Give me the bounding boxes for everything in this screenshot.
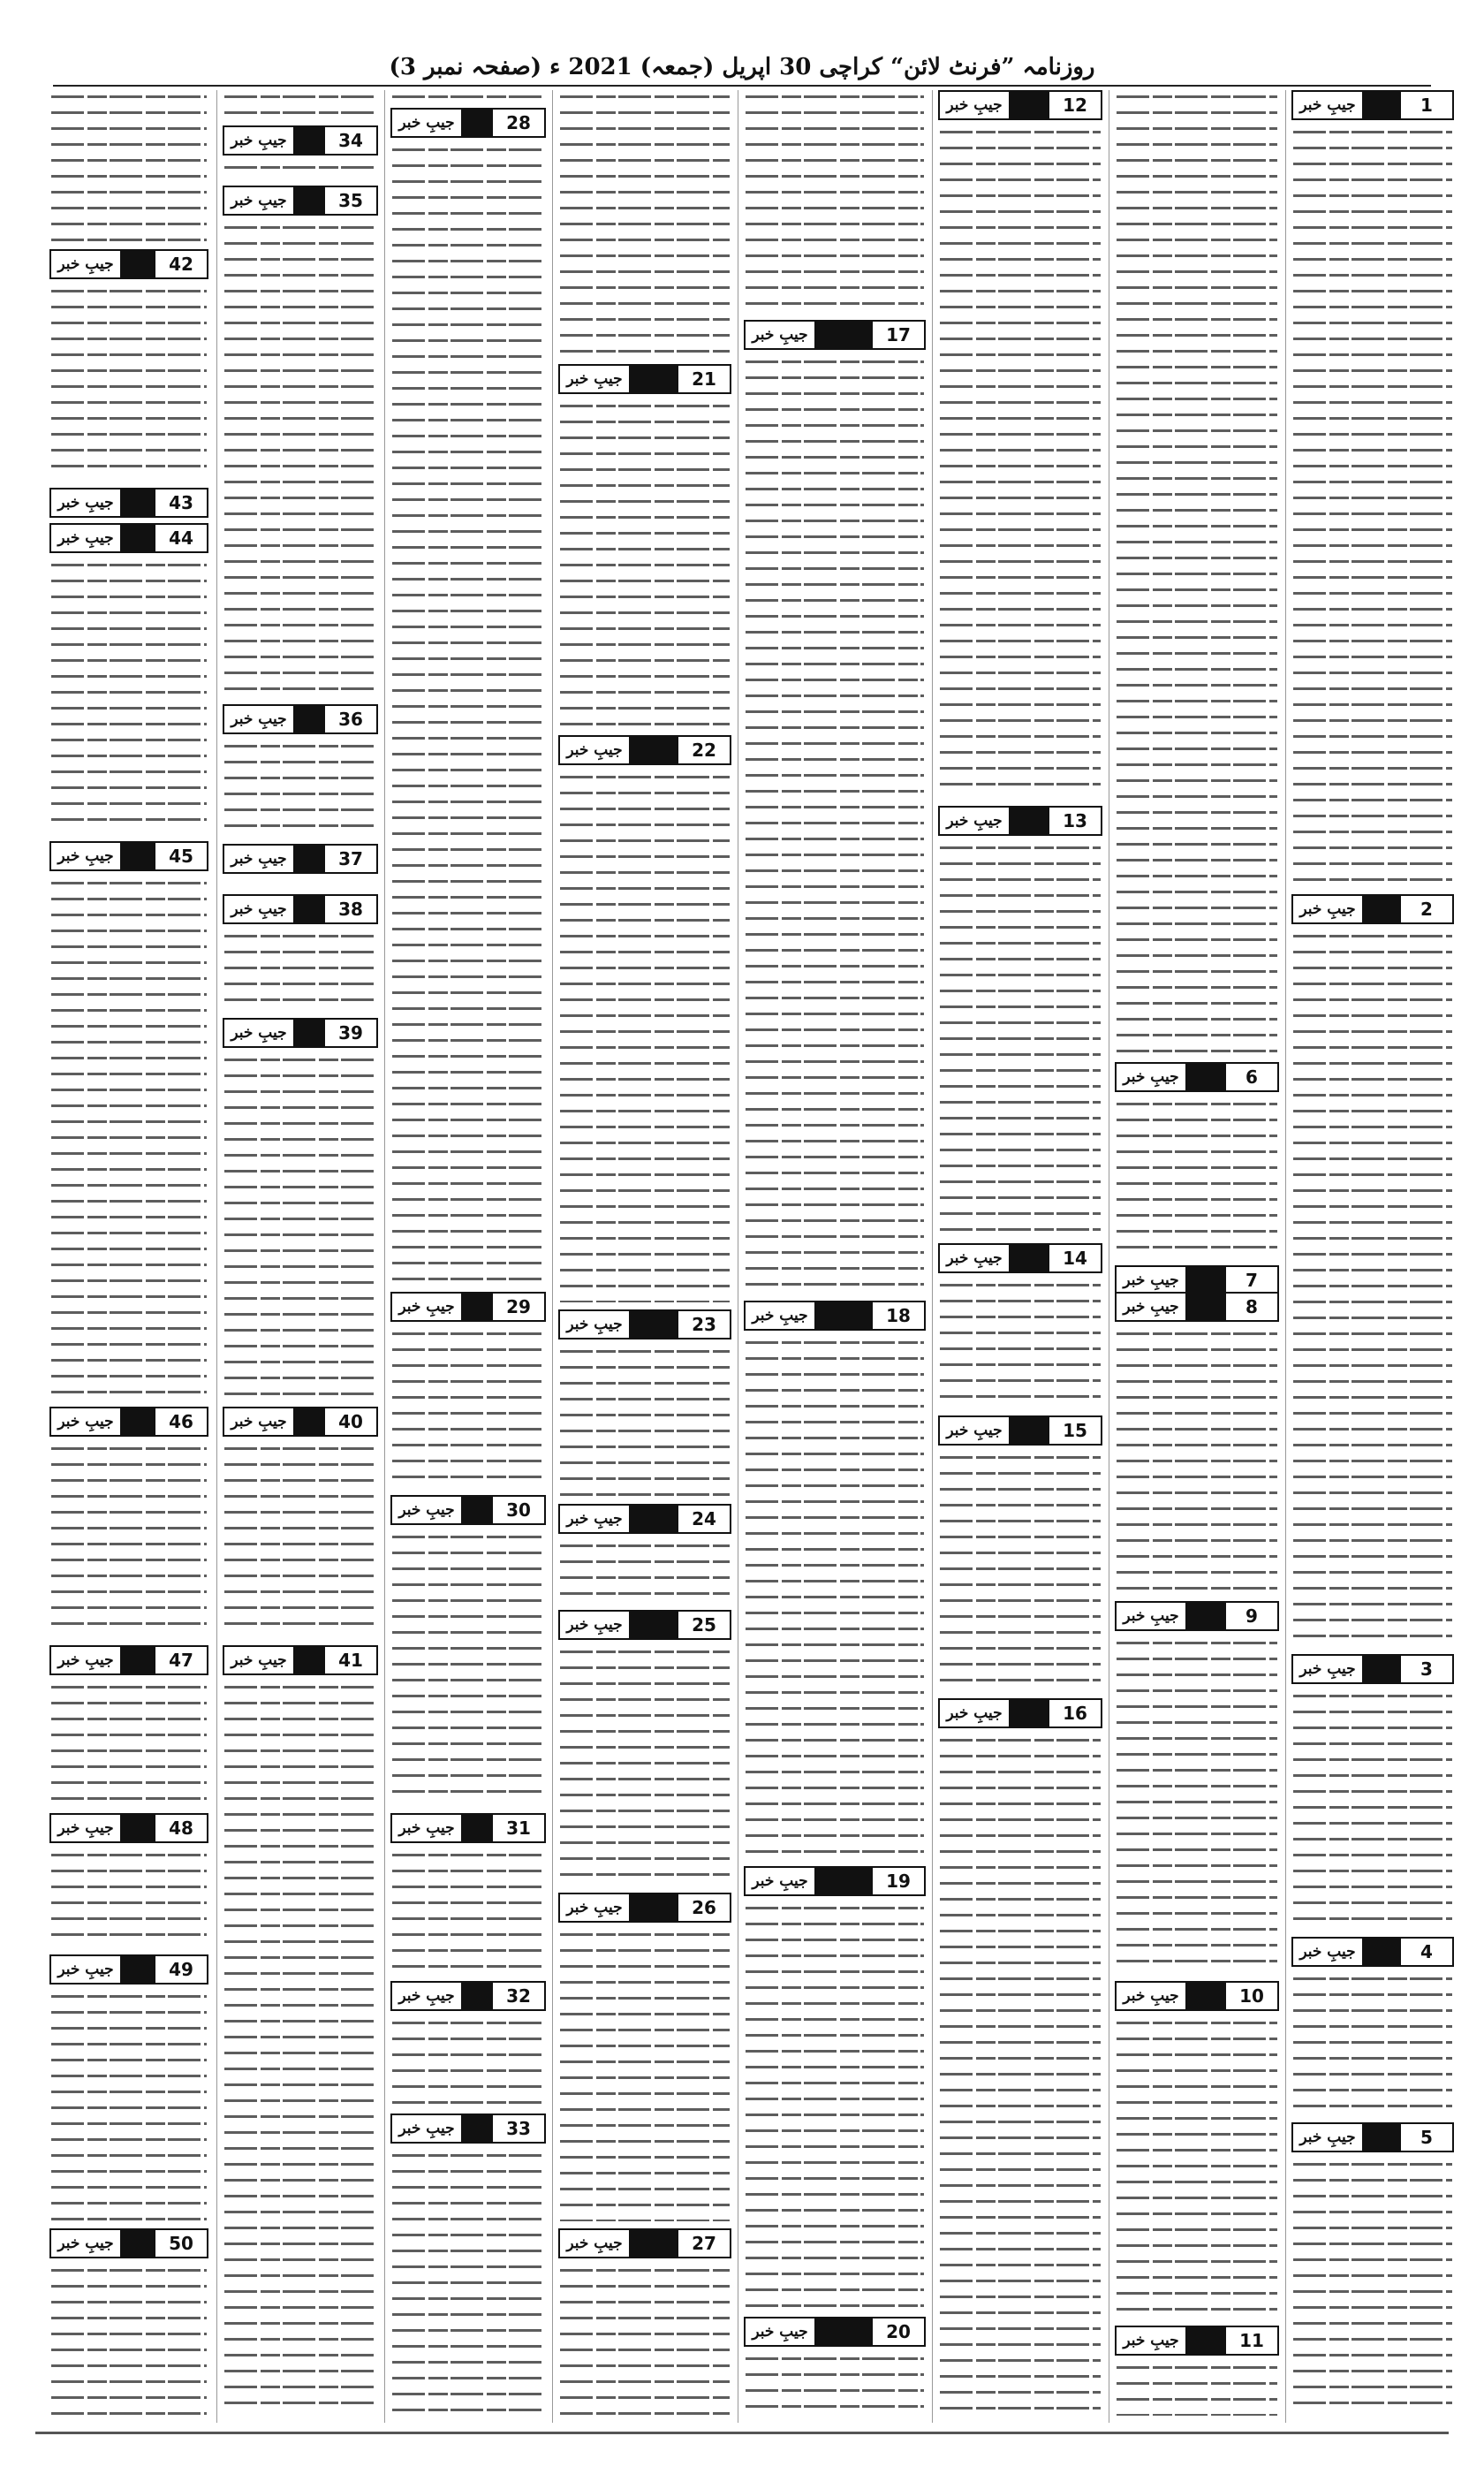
news-item-number: 33	[491, 2115, 544, 2142]
news-item-number: 48	[154, 1815, 207, 1841]
header-black-bar	[295, 1408, 323, 1435]
article-text	[51, 1990, 207, 2221]
news-item-label: جیبِ خبر	[746, 1302, 816, 1329]
news-column	[49, 90, 208, 2423]
news-item-header	[49, 841, 208, 871]
news-item-label: جیبِ خبر	[51, 525, 122, 551]
news-item-label: جیبِ خبر	[746, 322, 816, 348]
news-item-label: جیبِ خبر	[392, 1983, 463, 2009]
article-text	[51, 558, 207, 834]
header-black-bar	[463, 1497, 491, 1523]
news-item-number: 16	[1048, 1700, 1101, 1726]
article-text	[1117, 2361, 1277, 2416]
masthead: روزنامہ ”فرنٹ لائن“ کراچی 30 اپریل (جمعہ) 2021 ء (صفحہ نمبر 3)	[389, 54, 1095, 80]
header-black-bar	[1364, 1656, 1399, 1682]
article-text	[1117, 1327, 1277, 1594]
news-item-number: 43	[154, 489, 207, 516]
article-text	[746, 1336, 924, 1859]
news-item-label: جیبِ خبر	[392, 1294, 463, 1320]
article-text	[51, 1848, 207, 1947]
news-item-header	[390, 1981, 546, 2011]
news-item-header	[938, 1243, 1102, 1273]
news-item-number: 17	[871, 322, 924, 348]
article-text	[392, 90, 544, 102]
news-item-label: جیبِ خبر	[224, 846, 295, 872]
news-item-label: جیبِ خبر	[224, 1020, 295, 1046]
news-item-label: جیبِ خبر	[392, 2115, 463, 2142]
news-item-number: 28	[491, 110, 544, 136]
news-item-label: جیبِ خبر	[1293, 2124, 1364, 2151]
news-item-number: 34	[323, 127, 376, 154]
header-black-bar	[816, 1302, 871, 1329]
header-black-bar	[295, 706, 323, 732]
news-item-number: 45	[154, 843, 207, 869]
news-item-number: 2	[1399, 896, 1452, 922]
header-black-bar	[463, 1983, 491, 2009]
header-black-bar	[1011, 92, 1048, 118]
news-item-header	[1291, 1654, 1454, 1684]
news-item-label: جیبِ خبر	[224, 127, 295, 154]
news-item-header	[223, 125, 378, 156]
header-black-bar	[122, 843, 154, 869]
news-item-label: جیبِ خبر	[560, 1506, 631, 1532]
header-black-bar	[631, 1311, 677, 1338]
news-item-header	[49, 488, 208, 518]
header-black-bar	[122, 1647, 154, 1673]
news-item-header	[1291, 1937, 1454, 1967]
news-item-number: 30	[491, 1497, 544, 1523]
news-item-header	[223, 704, 378, 734]
news-item-header	[390, 2114, 546, 2144]
news-item-header	[49, 2228, 208, 2258]
news-item-label: جیبِ خبر	[560, 366, 631, 392]
article-text	[746, 90, 924, 315]
article-text	[224, 1681, 376, 2416]
news-item-label: جیبِ خبر	[746, 1868, 816, 1894]
news-item-label: جیبِ خبر	[940, 1245, 1011, 1271]
news-item-header	[938, 90, 1102, 120]
news-item-number: 40	[323, 1408, 376, 1435]
news-item-header	[390, 1495, 546, 1525]
news-item-number: 20	[871, 2318, 924, 2345]
news-item-number: 26	[677, 1894, 730, 1921]
news-item-label: جیبِ خبر	[51, 1956, 122, 1983]
header-black-bar	[631, 737, 677, 763]
header-black-bar	[816, 322, 871, 348]
article-text	[392, 1848, 544, 1974]
news-item-number: 5	[1399, 2124, 1452, 2151]
news-item-header	[1115, 1981, 1279, 2011]
header-black-bar	[631, 366, 677, 392]
article-text	[1293, 1972, 1452, 2115]
article-text	[940, 125, 1101, 799]
article-text	[940, 1451, 1101, 1691]
news-item-number: 31	[491, 1815, 544, 1841]
news-item-number: 37	[323, 846, 376, 872]
article-text	[51, 877, 207, 1400]
article-text	[224, 221, 376, 697]
news-item-number: 25	[677, 1612, 730, 1638]
article-text	[1293, 2158, 1452, 2416]
news-item-header	[1115, 1601, 1279, 1631]
header-black-bar	[122, 1408, 154, 1435]
news-item-header	[938, 806, 1102, 836]
article-text	[224, 1442, 376, 1638]
header-black-bar	[631, 1612, 677, 1638]
header-black-bar	[295, 1020, 323, 1046]
news-item-number: 3	[1399, 1656, 1452, 1682]
news-item-header	[223, 186, 378, 216]
article-text	[940, 1734, 1101, 2416]
news-item-number: 15	[1048, 1417, 1101, 1444]
article-text	[224, 90, 376, 120]
article-text	[560, 1539, 730, 1603]
column-separator	[384, 90, 385, 2423]
news-item-label: جیبِ خبر	[560, 737, 631, 763]
news-item-label: جیبِ خبر	[940, 92, 1011, 118]
article-text	[746, 1901, 924, 2310]
news-item-number: 50	[154, 2230, 207, 2257]
news-item-header	[1291, 2122, 1454, 2152]
news-item-header	[223, 1407, 378, 1437]
news-item-label: جیبِ خبر	[1117, 2327, 1187, 2354]
header-black-bar	[295, 127, 323, 154]
news-item-header	[744, 2317, 926, 2347]
header-black-bar	[1187, 1603, 1224, 1629]
news-item-header	[49, 1954, 208, 1985]
header-black-bar	[122, 1956, 154, 1983]
news-item-label: جیبِ خبر	[224, 706, 295, 732]
news-item-label: جیبِ خبر	[392, 110, 463, 136]
news-item-number: 22	[677, 737, 730, 763]
header-black-bar	[295, 896, 323, 922]
news-column	[1291, 90, 1454, 2423]
news-item-number: 32	[491, 1983, 544, 2009]
news-item-label: جیبِ خبر	[746, 2318, 816, 2345]
bottom-rule	[35, 2432, 1449, 2434]
article-text	[1293, 1689, 1452, 1930]
news-item-number: 24	[677, 1506, 730, 1532]
news-item-label: جیبِ خبر	[51, 251, 122, 277]
news-item-header	[938, 1415, 1102, 1446]
header-black-bar	[122, 251, 154, 277]
article-text	[1117, 2016, 1277, 2318]
news-item-number: 1	[1399, 92, 1452, 118]
news-item-number: 18	[871, 1302, 924, 1329]
header-black-bar	[122, 489, 154, 516]
news-column	[390, 90, 546, 2423]
news-item-label: جیبِ خبر	[1293, 896, 1364, 922]
news-item-header	[49, 1407, 208, 1437]
news-item-number: 42	[154, 251, 207, 277]
news-item-number: 12	[1048, 92, 1101, 118]
news-item-label: جیبِ خبر	[51, 843, 122, 869]
header-black-bar	[295, 846, 323, 872]
news-item-label: جیبِ خبر	[51, 2230, 122, 2257]
news-item-header	[49, 249, 208, 279]
news-item-label: جیبِ خبر	[1117, 1267, 1187, 1294]
header-black-bar	[1187, 1294, 1224, 1320]
news-item-header	[49, 523, 208, 553]
news-item-header	[558, 1309, 731, 1339]
news-column	[744, 90, 926, 2423]
news-item-label: جیبِ خبر	[560, 1612, 631, 1638]
news-item-number: 27	[677, 2230, 730, 2257]
header-black-bar	[631, 1506, 677, 1532]
news-item-header	[558, 735, 731, 765]
article-text	[51, 1681, 207, 1806]
header-black-bar	[122, 525, 154, 551]
article-text	[51, 2264, 207, 2416]
article-text	[51, 285, 207, 481]
header-black-bar	[1187, 2327, 1224, 2354]
news-item-number: 38	[323, 896, 376, 922]
news-item-number: 46	[154, 1408, 207, 1435]
news-item-header	[1115, 1265, 1279, 1295]
news-item-number: 9	[1224, 1603, 1277, 1629]
news-column	[1115, 90, 1279, 2423]
news-item-header	[1115, 2326, 1279, 2356]
article-text	[560, 1345, 730, 1497]
news-item-header	[558, 1610, 731, 1640]
news-item-header	[223, 1018, 378, 1048]
header-black-bar	[631, 1894, 677, 1921]
article-text	[392, 1327, 544, 1488]
article-text	[224, 161, 376, 178]
article-text	[392, 2016, 544, 2106]
news-item-header	[1115, 1292, 1279, 1322]
news-item-header	[744, 1866, 926, 1896]
news-item-header	[1291, 90, 1454, 120]
article-text	[560, 2264, 730, 2416]
article-text	[224, 740, 376, 837]
news-item-number: 13	[1048, 808, 1101, 834]
news-item-label: جیبِ خبر	[1117, 1603, 1187, 1629]
news-item-header	[49, 1645, 208, 1675]
header-black-bar	[1187, 1983, 1224, 2009]
news-item-label: جیبِ خبر	[51, 1408, 122, 1435]
top-rule	[53, 85, 1431, 87]
news-item-header	[1291, 894, 1454, 924]
article-text	[1293, 930, 1452, 1647]
article-text	[746, 2352, 924, 2416]
news-item-label: جیبِ خبر	[51, 1647, 122, 1673]
header-black-bar	[295, 187, 323, 214]
news-item-header	[223, 844, 378, 874]
header-black-bar	[816, 2318, 871, 2345]
header-black-bar	[1364, 92, 1399, 118]
article-text	[560, 770, 730, 1302]
news-item-label: جیبِ خبر	[560, 1311, 631, 1338]
news-item-header	[49, 1813, 208, 1843]
news-item-number: 29	[491, 1294, 544, 1320]
article-text	[392, 143, 544, 1285]
news-item-label: جیبِ خبر	[1117, 1294, 1187, 1320]
column-separator	[552, 90, 553, 2423]
news-item-header	[744, 320, 926, 350]
column-separator	[216, 90, 217, 2423]
news-item-number: 10	[1224, 1983, 1277, 2009]
header-black-bar	[1011, 808, 1048, 834]
news-item-number: 23	[677, 1311, 730, 1338]
article-text	[940, 1279, 1101, 1408]
article-text	[392, 2149, 544, 2416]
article-text	[1293, 125, 1452, 887]
news-item-label: جیبِ خبر	[940, 1700, 1011, 1726]
header-black-bar	[463, 2115, 491, 2142]
news-item-header	[558, 364, 731, 394]
news-item-number: 36	[323, 706, 376, 732]
news-item-number: 44	[154, 525, 207, 551]
news-item-label: جیبِ خبر	[560, 2230, 631, 2257]
news-column	[223, 90, 378, 2423]
article-text	[224, 1053, 376, 1400]
news-item-label: جیبِ خبر	[1117, 1064, 1187, 1090]
news-item-header	[1115, 1062, 1279, 1092]
news-item-header	[390, 1813, 546, 1843]
header-black-bar	[463, 110, 491, 136]
article-text	[1117, 90, 1277, 1057]
news-item-label: جیبِ خبر	[224, 896, 295, 922]
header-black-bar	[295, 1647, 323, 1673]
header-black-bar	[1364, 2124, 1399, 2151]
news-item-label: جیبِ خبر	[940, 808, 1011, 834]
news-item-label: جیبِ خبر	[1293, 1656, 1364, 1682]
news-item-label: جیبِ خبر	[1293, 92, 1364, 118]
article-text	[560, 1928, 730, 2221]
news-item-number: 8	[1224, 1294, 1277, 1320]
news-item-label: جیبِ خبر	[392, 1497, 463, 1523]
news-item-header	[938, 1698, 1102, 1728]
header-black-bar	[631, 2230, 677, 2257]
news-item-number: 47	[154, 1647, 207, 1673]
news-item-number: 7	[1224, 1267, 1277, 1294]
news-item-label: جیبِ خبر	[392, 1815, 463, 1841]
news-item-number: 11	[1224, 2327, 1277, 2354]
news-item-header	[558, 1893, 731, 1923]
header-black-bar	[122, 2230, 154, 2257]
header-black-bar	[463, 1294, 491, 1320]
news-item-number: 6	[1224, 1064, 1277, 1090]
news-item-label: جیبِ خبر	[51, 489, 122, 516]
news-item-number: 21	[677, 366, 730, 392]
news-item-number: 14	[1048, 1245, 1101, 1271]
news-item-label: جیبِ خبر	[224, 1408, 295, 1435]
news-item-label: جیبِ خبر	[940, 1417, 1011, 1444]
article-text	[560, 90, 730, 359]
news-item-label: جیبِ خبر	[224, 187, 295, 214]
header-black-bar	[122, 1815, 154, 1841]
news-item-header	[558, 1504, 731, 1534]
article-text	[746, 355, 924, 1294]
news-item-label: جیبِ خبر	[51, 1815, 122, 1841]
news-item-label: جیبِ خبر	[560, 1894, 631, 1921]
article-text	[51, 1442, 207, 1638]
article-text	[560, 399, 730, 728]
news-item-header	[558, 2228, 731, 2258]
news-item-header	[223, 1645, 378, 1675]
news-item-number: 19	[871, 1868, 924, 1894]
news-column	[558, 90, 731, 2423]
header-black-bar	[1364, 1939, 1399, 1965]
article-text	[940, 841, 1101, 1236]
news-item-number: 35	[323, 187, 376, 214]
news-item-number: 4	[1399, 1939, 1452, 1965]
news-item-number: 39	[323, 1020, 376, 1046]
news-item-label: جیبِ خبر	[1293, 1939, 1364, 1965]
column-separator	[932, 90, 933, 2423]
news-item-number: 41	[323, 1647, 376, 1673]
news-item-number: 49	[154, 1956, 207, 1983]
header-black-bar	[463, 1815, 491, 1841]
news-item-label: جیبِ خبر	[224, 1647, 295, 1673]
article-text	[560, 1645, 730, 1886]
article-text	[224, 930, 376, 1011]
header-black-bar	[1011, 1417, 1048, 1444]
header-black-bar	[1011, 1245, 1048, 1271]
header-black-bar	[1187, 1064, 1224, 1090]
header-black-bar	[816, 1868, 871, 1894]
article-text	[1117, 1636, 1277, 1974]
header-black-bar	[1187, 1267, 1224, 1294]
news-item-label: جیبِ خبر	[1117, 1983, 1187, 2009]
column-separator	[1285, 90, 1286, 2423]
news-column	[938, 90, 1102, 2423]
article-text	[1117, 1097, 1277, 1258]
news-item-header	[390, 1292, 546, 1322]
news-item-header	[390, 108, 546, 138]
article-text	[51, 90, 207, 244]
article-text	[392, 1530, 544, 1806]
header-black-bar	[1364, 896, 1399, 922]
header-black-bar	[1011, 1700, 1048, 1726]
news-item-header	[744, 1301, 926, 1331]
news-item-header	[223, 894, 378, 924]
